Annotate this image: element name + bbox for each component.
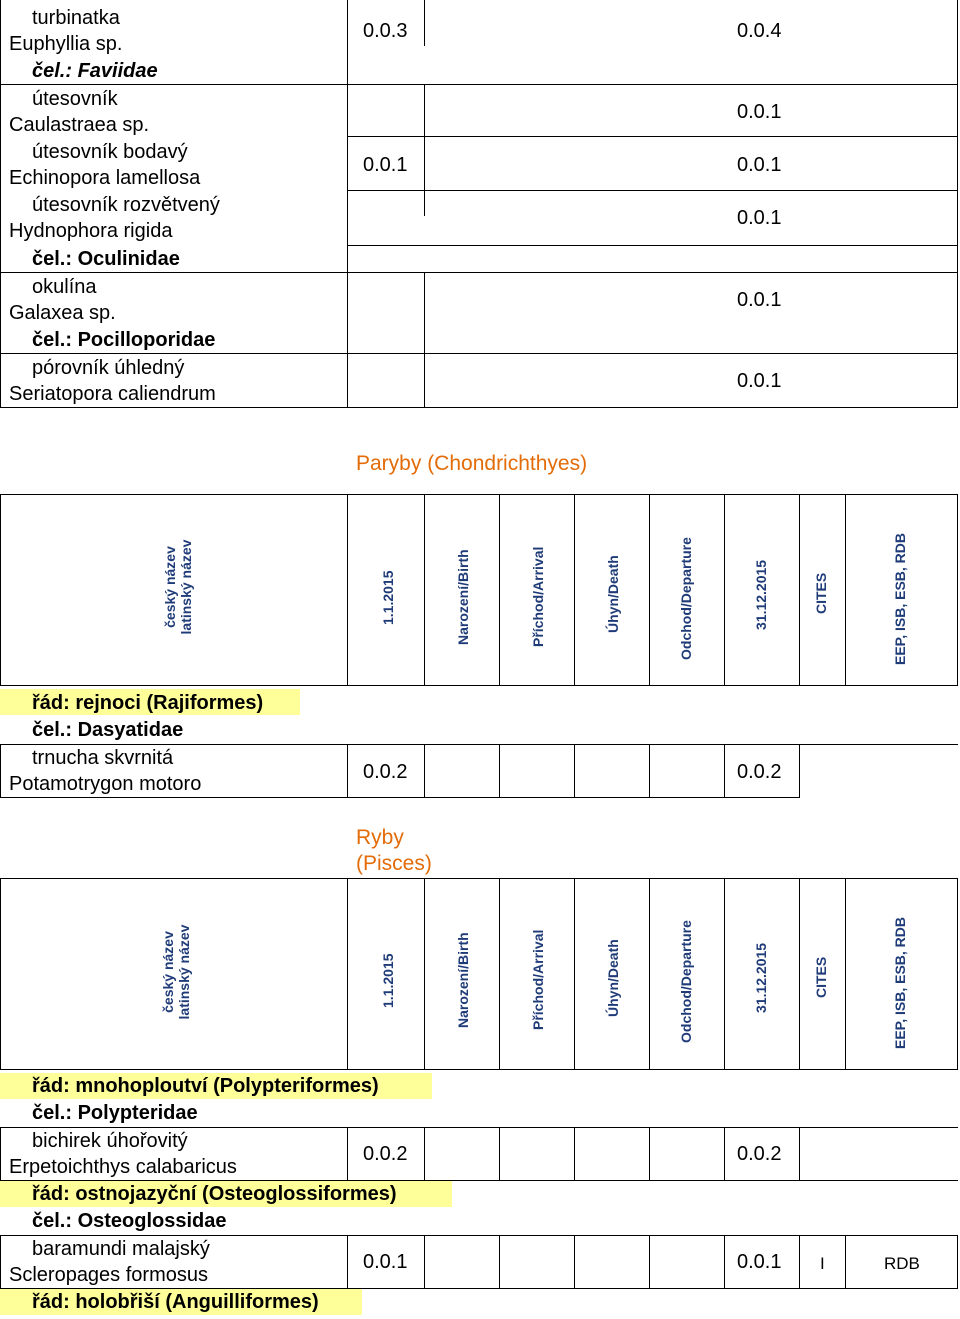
- end-count: 0.0.1: [737, 154, 782, 176]
- header-departure: Odchod/Departure: [678, 920, 694, 1043]
- header-death: Úhyn/Death: [605, 939, 621, 1017]
- species-lat-name: Erpetoichthys calabaricus: [9, 1156, 237, 1178]
- header-cites: CITES: [813, 956, 829, 998]
- order-label: řád: mnohoploutví (Polypteriformes): [32, 1075, 379, 1097]
- header-programs: EEP, ISB, ESB, RDB: [892, 916, 908, 1049]
- header-end-date: 31.12.2015: [753, 942, 769, 1013]
- header-name-cz: český název latinský název: [162, 539, 194, 635]
- family-label: čel.: Oculinidae: [32, 248, 180, 270]
- species-lat-name: Hydnophora rigida: [9, 220, 173, 242]
- header-birth: Narození/Birth: [455, 932, 471, 1028]
- header-cites: CITES: [813, 572, 829, 614]
- species-lat-name: Galaxea sp.: [9, 302, 116, 324]
- species-cz-name: útesovník rozvětvený: [32, 194, 220, 216]
- header-name-cz: český název latinský název: [160, 924, 192, 1020]
- section-subtitle-pisces: (Pisces): [356, 852, 432, 875]
- header-start-date: 1.1.2015: [380, 570, 396, 625]
- end-count: 0.0.1: [737, 207, 782, 229]
- species-cz-name: pórovník úhledný: [32, 357, 185, 379]
- order-label: řád: ostnojazyční (Osteoglossiformes): [32, 1183, 397, 1205]
- species-lat-name: Scleropages formosus: [9, 1264, 208, 1286]
- species-lat-name: Caulastraea sp.: [9, 114, 150, 136]
- end-count: 0.0.1: [737, 370, 782, 392]
- species-cz-name: útesovník bodavý: [32, 141, 188, 163]
- header-programs: EEP, ISB, ESB, RDB: [892, 532, 908, 665]
- order-label: řád: rejnoci (Rajiformes): [32, 692, 264, 714]
- species-cz-name: baramundi malajský: [32, 1238, 210, 1260]
- cites-value: I: [820, 1254, 825, 1273]
- species-cz-name: trnucha skvrnitá: [32, 747, 174, 769]
- species-lat-name: Euphyllia sp.: [9, 33, 123, 55]
- start-count: 0.0.2: [363, 761, 408, 783]
- header-start-date: 1.1.2015: [380, 953, 396, 1008]
- header-arrival: Příchod/Arrival: [530, 929, 546, 1030]
- family-label: čel.: Pocilloporidae: [32, 329, 216, 351]
- start-count: 0.0.1: [363, 154, 408, 176]
- programs-value: RDB: [884, 1254, 920, 1273]
- species-lat-name: Potamotrygon motoro: [9, 773, 202, 795]
- section-title-pisces: Ryby: [356, 826, 404, 849]
- header-end-date: 31.12.2015: [753, 559, 769, 630]
- header-death: Úhyn/Death: [605, 555, 621, 633]
- end-count: 0.0.2: [737, 761, 782, 783]
- header-departure: Odchod/Departure: [678, 537, 694, 660]
- section-title-chondrichthyes: Paryby (Chondrichthyes): [356, 452, 588, 475]
- species-cz-name: okulína: [32, 276, 97, 298]
- family-label: čel.: Faviidae: [32, 60, 158, 82]
- start-count: 0.0.1: [363, 1251, 408, 1273]
- end-count: 0.0.1: [737, 1251, 782, 1273]
- end-count: 0.0.4: [737, 20, 782, 42]
- header-arrival: Příchod/Arrival: [530, 546, 546, 647]
- family-label: čel.: Dasyatidae: [32, 719, 184, 741]
- header-birth: Narození/Birth: [455, 549, 471, 645]
- family-label: čel.: Osteoglossidae: [32, 1210, 227, 1232]
- family-label: čel.: Polypteridae: [32, 1102, 198, 1124]
- start-count: 0.0.2: [363, 1143, 408, 1165]
- end-count: 0.0.1: [737, 101, 782, 123]
- species-lat-name: Seriatopora caliendrum: [9, 383, 216, 405]
- species-lat-name: Echinopora lamellosa: [9, 167, 201, 189]
- order-label: řád: holobřiší (Anguilliformes): [32, 1291, 319, 1313]
- species-cz-name: bichirek úhořovitý: [32, 1130, 188, 1152]
- species-cz-name: útesovník: [32, 88, 118, 110]
- end-count: 0.0.2: [737, 1143, 782, 1165]
- end-count: 0.0.1: [737, 289, 782, 311]
- species-cz-name: turbinatka: [32, 7, 120, 29]
- start-count: 0.0.3: [363, 20, 408, 42]
